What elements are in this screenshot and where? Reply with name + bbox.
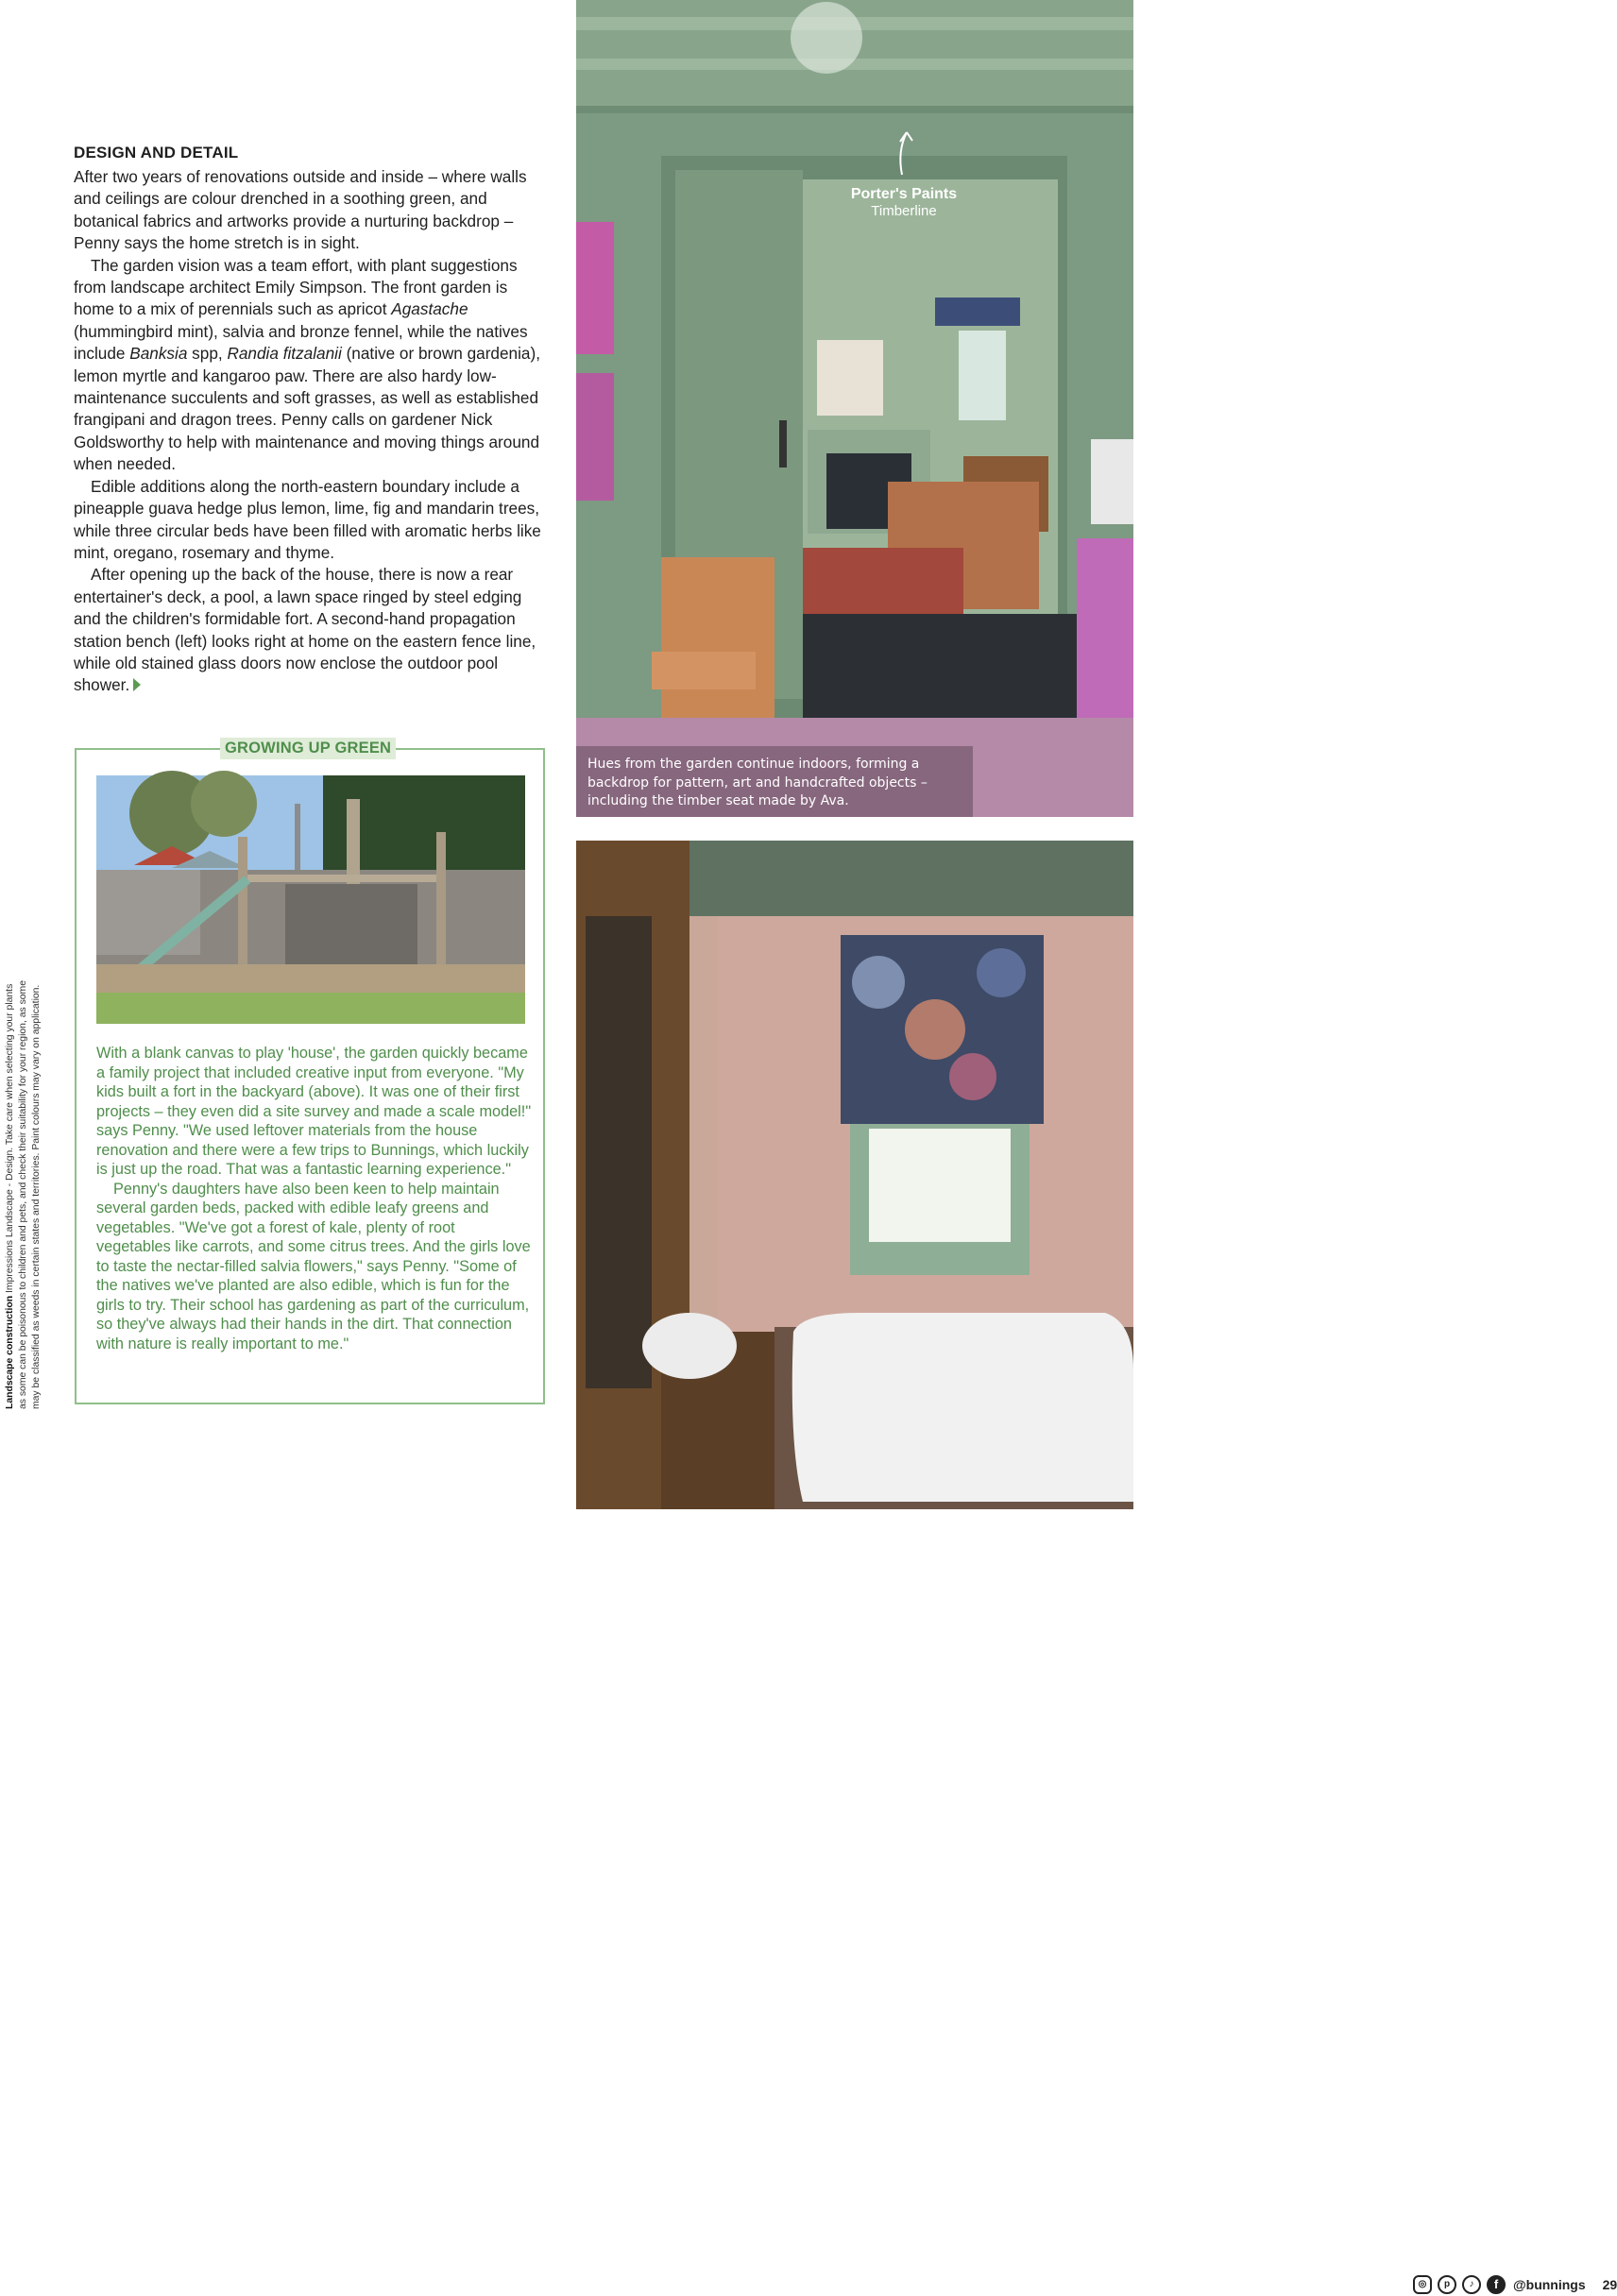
instagram-icon[interactable]: ◎ [1413,2275,1432,2294]
sidebar-paragraph: With a blank canvas to play 'house', the garden quickly became a family project that included creative input from everyone. "My kids built a fort in the backyard (above). It was one of their first projects – they even did a site survey and made a scale model!" says Penny. "We used leftover materials from the house renovation and there were a few trips to Bunnings, which luckily is just up the road. That was a fantastic learning experience." [96,1045,532,1178]
article-heading: DESIGN AND DETAIL [74,144,239,162]
tiktok-icon[interactable]: ♪ [1462,2275,1481,2294]
italic-plant-name: Randia fitzalanii [227,344,342,364]
article-paragraph [74,564,546,696]
photo-caption: Hues from the garden continue indoors, forming a backdrop for pattern, art and handcrafted objects – including the timber seat made by Ava. [587,757,928,808]
credit-bold: Landscape construction [5,1295,15,1409]
article-paragraph: Edible additions along the north-eastern boundary include a pineapple guava hedge plus lemon, lime, fig and mandarin trees, while three circular beds have been filled with aromatic herbs like mint, oregano, rosemary and thyme. [74,476,541,562]
social-handle[interactable]: @bunnings [1513,2277,1586,2292]
credit-text: Impressions Landscape - Design. Take care when selecting your plants [5,983,15,1296]
sidebar-text [96,1044,533,1353]
end-mark-icon [133,678,141,691]
fort-photo [96,775,525,1024]
text-run: The garden vision was a team effort, with plant suggestions from landscape architect Emily Simpson. The front garden is home to a mix of perennials such as apricot [74,255,518,319]
credit-line [4,965,17,1409]
paint-brand: Porter's Paints [850,186,958,202]
text-run: (hummingbird mint), salvia and bronze fennel, while the natives include [74,321,528,364]
page-number: 29 [1602,2277,1617,2292]
photo-credit [4,965,43,1409]
credit-line: as some can be poisonous to children and pets, and check their suitability for your region, as some [18,980,28,1409]
bathroom-photo-illustration [576,841,1133,1509]
text-run: (native or brown gardenia), lemon myrtle and kangaroo paw. There are also hardy low-maintenance succulents and soft grasses, as well as established frangipani and dragon trees. Penny calls on gardener Nick Goldsworthy to help with maintenance and moving things around when needed. [74,344,540,474]
pinterest-icon[interactable]: p [1438,2275,1456,2294]
article [74,144,546,697]
interior-photo-illustration [576,0,1133,817]
interior-photo [576,0,1133,817]
paint-label [824,186,984,219]
fort-photo-illustration [96,775,525,1024]
sidebar-title: GROWING UP GREEN [220,738,396,759]
article-paragraph: After two years of renovations outside and inside – where walls and ceilings are colour drenched in a soothing green, and botanical fabrics and artworks provide a nurturing backdrop – Penny says the home stretch is in sight. [74,167,527,253]
sidebar-box [75,740,545,1404]
text-run: spp, [187,344,228,364]
italic-plant-name: Banksia [129,344,188,364]
italic-plant-name: Agastache [391,299,468,319]
paint-name: Timberline [871,203,937,219]
text-run: After opening up the back of the house, there is now a rear entertainer's deck, a pool, a lawn space ringed by steel edging and the children's formidable fort. A second-hand propagation station bench (left) looks right at home on the eastern fence line, while old stained glass doors now enclose the outdoor pool shower. [74,565,536,695]
article-paragraph [74,255,546,476]
credit-line: may be classified as weeds in certain states and territories. Paint colours may vary on application. [31,984,42,1409]
page-footer [1413,2273,1617,2296]
bathroom-photo [576,841,1617,2292]
sidebar-paragraph: Penny's daughters have also been keen to help maintain several garden beds, packed with edible leafy greens and vegetables. "We've got a forest of kale, plenty of root vegetables like carrots, and some citrus trees. And the girls love to taste the nectar-filled salvia flowers," says Penny. "Some of the natives we've planted are also edible, which is fun for the girls to try. Their school has gardening as part of the curriculum, so they've always had their hands in the dirt. That connection with nature is really important to me." [96,1180,531,1352]
facebook-icon[interactable]: f [1487,2275,1506,2294]
